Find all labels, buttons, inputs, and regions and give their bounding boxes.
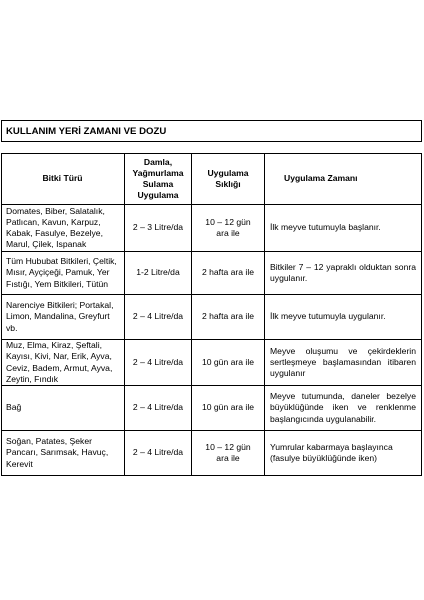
plant-type-cell bbox=[2, 340, 125, 386]
timing-cell bbox=[265, 295, 422, 340]
dose-text: 2 – 4 Litre/da bbox=[132, 447, 184, 458]
timing-text: Meyve oluşumu ve çekirdeklerin sertleşmeye başlamasından itibaren uygulanır bbox=[270, 345, 416, 379]
dose-cell bbox=[125, 295, 192, 340]
timing-text: Bitkiler 7 – 12 yapraklı olduktan sonra uygulanır. bbox=[270, 261, 416, 283]
header-label-dose: Damla, Yağmurlama Sulama Uygulama bbox=[132, 156, 184, 201]
header-cell-plant-type bbox=[2, 154, 125, 205]
frequency-cell bbox=[192, 431, 265, 476]
timing-cell bbox=[265, 205, 422, 252]
dose-cell bbox=[125, 252, 192, 295]
dose-text: 2 – 3 Litre/da bbox=[132, 222, 184, 233]
timing-text: İlk meyve tutumuyla başlanır. bbox=[270, 222, 381, 233]
dose-text: 1-2 Litre/da bbox=[136, 267, 180, 278]
dose-cell bbox=[125, 340, 192, 386]
frequency-text: 10 gün ara ile bbox=[201, 356, 255, 367]
frequency-cell bbox=[192, 295, 265, 340]
timing-cell bbox=[265, 252, 422, 295]
dose-text: 2 – 4 Litre/da bbox=[132, 311, 184, 322]
plant-type-text: Bağ bbox=[6, 402, 22, 413]
header-label-frequency: Uygulama Sıklığı bbox=[207, 167, 249, 189]
frequency-cell bbox=[192, 340, 265, 386]
timing-text: İlk meyve tutumuyla uygulanır. bbox=[270, 311, 386, 322]
timing-cell bbox=[265, 386, 422, 431]
plant-type-cell bbox=[2, 295, 125, 340]
dose-cell bbox=[125, 431, 192, 476]
usage-table bbox=[1, 153, 422, 476]
section-title: KULLANIM YERİ ZAMANI VE DOZU bbox=[6, 125, 167, 137]
frequency-text: 10 – 12 gün ara ile bbox=[205, 441, 251, 463]
timing-text: Meyve tutumunda, daneler bezelye büyüklüğünde iken ve renklenme başlangıcında uygulanabilir. bbox=[270, 391, 416, 424]
dose-cell bbox=[125, 386, 192, 431]
dose-cell bbox=[125, 205, 192, 252]
frequency-text: 10 – 12 gün ara ile bbox=[205, 216, 251, 238]
plant-type-text: Soğan, Patates, Şeker Pancarı, Sarımsak, Havuç, Kerevit bbox=[6, 436, 109, 469]
section-title-box bbox=[1, 120, 422, 142]
plant-type-cell bbox=[2, 205, 125, 252]
dose-text: 2 – 4 Litre/da bbox=[132, 356, 184, 367]
timing-text: Yumrular kabarmaya başlayınca (fasulye büyüklüğünde iken) bbox=[270, 441, 393, 463]
frequency-text: 10 gün ara ile bbox=[201, 402, 255, 413]
frequency-cell bbox=[192, 252, 265, 295]
plant-type-text: Domates, Biber, Salatalık, Patlıcan, Kavun, Karpuz, Kabak, Fasulye, Bezelye, Marul, Çilek, Ispanak bbox=[6, 205, 105, 250]
plant-type-text: Muz, Elma, Kiraz, Şeftali, Kayısı, Kivi, Nar, Erik, Ayva, Ceviz, Badem, Armut, Ayva, Zeytin, Fındık bbox=[6, 340, 113, 384]
plant-type-cell bbox=[2, 386, 125, 431]
frequency-text: 2 hafta ara ile bbox=[201, 311, 255, 322]
header-label-plant-type: Bitki Türü bbox=[42, 173, 83, 184]
header-cell-dose bbox=[125, 154, 192, 205]
frequency-cell bbox=[192, 386, 265, 431]
frequency-cell bbox=[192, 205, 265, 252]
plant-type-cell bbox=[2, 431, 125, 476]
header-cell-frequency bbox=[192, 154, 265, 205]
header-label-timing: Uygulama Zamanı bbox=[284, 173, 358, 184]
timing-cell bbox=[265, 340, 422, 386]
plant-type-cell bbox=[2, 252, 125, 295]
plant-type-text: Tüm Hububat Bitkileri, Çeltik, Mısır, Ayçiçeği, Pamuk, Yer Fıstığı, Yem Bitkileri, Tütün bbox=[6, 256, 117, 289]
plant-type-text: Narenciye Bitkileri; Portakal, Limon, Mandalina, Greyfurt vb. bbox=[6, 300, 114, 333]
timing-cell bbox=[265, 431, 422, 476]
dose-text: 2 – 4 Litre/da bbox=[132, 402, 184, 413]
header-cell-timing bbox=[265, 154, 422, 205]
frequency-text: 2 hafta ara ile bbox=[201, 267, 255, 278]
